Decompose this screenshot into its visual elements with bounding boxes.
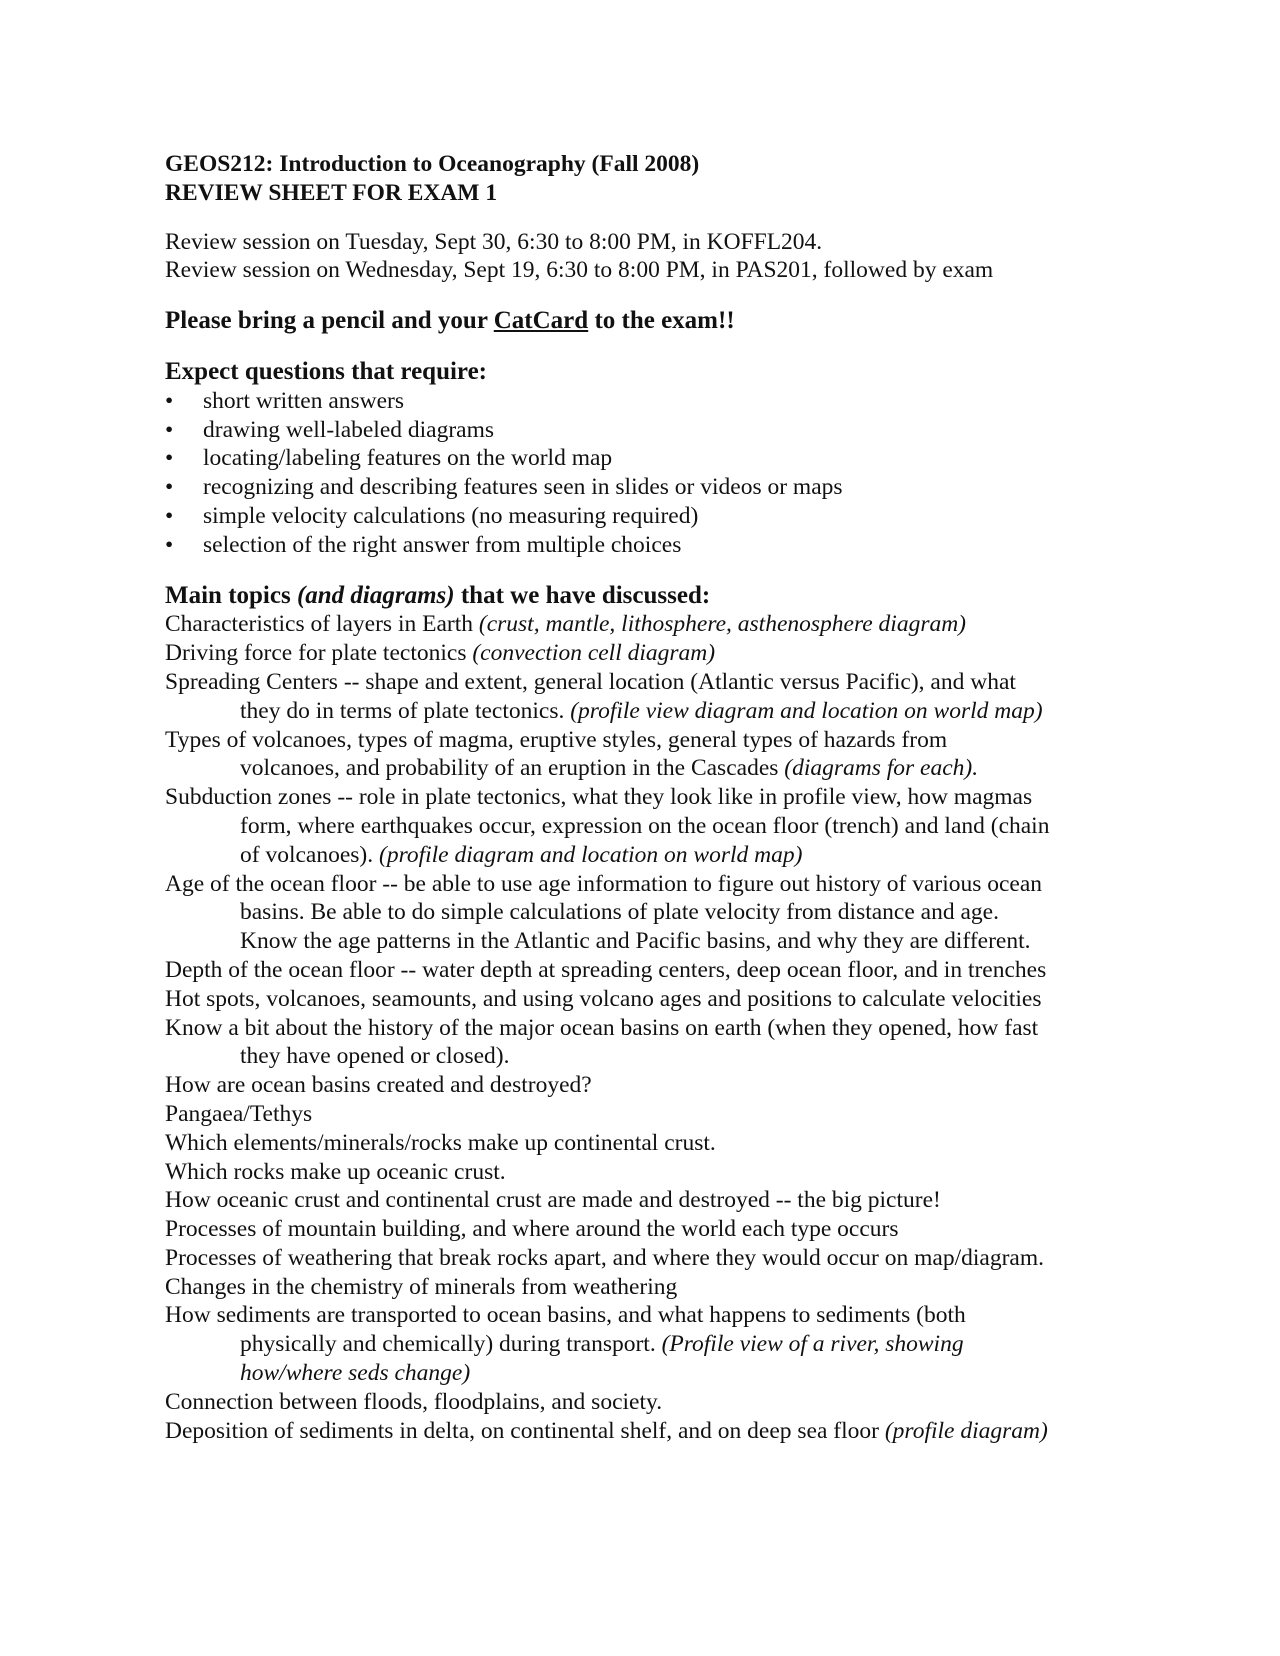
topic-item: Depth of the ocean floor -- water depth at spreading centers, deep ocean floor, and in trenches <box>165 956 1047 983</box>
sheet-title: REVIEW SHEET FOR EXAM 1 <box>165 179 498 206</box>
topic-item: Hot spots, volcanoes, seamounts, and using volcano ages and positions to calculate velocities <box>165 985 1042 1012</box>
bullet-icon: • <box>165 387 174 414</box>
topic-item: Changes in the chemistry of minerals from weathering <box>165 1273 678 1300</box>
topic-item: Subduction zones -- role in plate tectonics, what they look like in profile view, how magmas form, where earthquakes occur, expression on the ocean floor (trench) and land (chain of volcanoes). (profile diagram and location on world map) <box>165 784 1050 868</box>
bullet-icon: • <box>165 445 174 472</box>
topic-item: Age of the ocean floor -- be able to use age information to figure out history of various ocean basins. Be able to do simple calculations of plate velocity from distance and age. Know the age patterns in the Atlantic and Pacific basins, and why they are different. <box>165 870 1043 955</box>
list-item: • simple velocity calculations (no measuring required) <box>165 502 699 529</box>
topics-heading: Main topics (and diagrams) that we have discussed: <box>165 581 711 609</box>
list-item: • drawing well-labeled diagrams <box>165 416 495 443</box>
topic-item: Which rocks make up oceanic crust. <box>165 1158 506 1185</box>
bullet-icon: • <box>165 474 174 501</box>
list-item: • selection of the right answer from multiple choices <box>165 531 682 558</box>
review-sheet-page <box>165 150 1165 1445</box>
bullet-icon: • <box>165 416 174 443</box>
bullet-icon: • <box>165 502 174 529</box>
topic-item: Processes of mountain building, and where around the world each type occurs <box>165 1216 899 1243</box>
course-title: GEOS212: Introduction to Oceanography (Fall 2008) <box>165 151 700 177</box>
bullet-icon: • <box>165 531 174 558</box>
topic-item: Types of volcanoes, types of magma, eruptive styles, general types of hazards from volcanoes, and probability of an eruption in the Cascades (diagrams for each). <box>165 726 979 782</box>
topic-item: Connection between floods, floodplains, and society. <box>165 1388 663 1415</box>
notice-text-before: Please bring a pencil and your <box>165 307 494 335</box>
list-item: • short written answers <box>165 387 405 414</box>
review-session-1: Review session on Tuesday, Sept 30, 6:30 to 8:00 PM, in KOFFL204. <box>165 228 823 255</box>
list-item: • recognizing and describing features seen in slides or videos or maps <box>165 474 843 501</box>
topic-item: How oceanic crust and continental crust are made and destroyed -- the big picture! <box>165 1187 941 1214</box>
topic-item: Which elements/minerals/rocks make up continental crust. <box>165 1129 716 1156</box>
notice-catcard: CatCard <box>493 307 589 335</box>
expect-heading: Expect questions that require: <box>165 357 487 385</box>
topic-item: Processes of weathering that break rocks apart, and where they would occur on map/diagram. <box>165 1244 1044 1271</box>
topic-item: Deposition of sediments in delta, on continental shelf, and on deep sea floor (profile diagram) <box>165 1417 1048 1444</box>
review-session-2: Review session on Wednesday, Sept 19, 6:30 to 8:00 PM, in PAS201, followed by exam <box>165 257 994 284</box>
expect-list <box>165 387 1165 560</box>
topic-item: Spreading Centers -- shape and extent, general location (Atlantic versus Pacific), and what they do in terms of plate tectonics. (profile view diagram and location on world map) <box>165 668 1043 724</box>
topic-item: How sediments are transported to ocean basins, and what happens to sediments (both physically and chemically) during transport. (Profile view of a river, showing how/where seds change) <box>165 1302 966 1387</box>
topic-item: Driving force for plate tectonics (convection cell diagram) <box>165 640 716 667</box>
list-item: • locating/labeling features on the world map <box>165 445 613 472</box>
topic-item: Characteristics of layers in Earth (crust, mantle, lithosphere, asthenosphere diagram) <box>165 611 967 638</box>
topic-item: How are ocean basins created and destroyed? <box>165 1072 592 1099</box>
exam-notice <box>165 307 1165 336</box>
topic-item: Pangaea/Tethys <box>165 1100 313 1127</box>
topic-item: Know a bit about the history of the major ocean basins on earth (when they opened, how fast they have opened or closed). <box>165 1014 1039 1070</box>
notice-text-after: to the exam!! <box>588 307 735 335</box>
